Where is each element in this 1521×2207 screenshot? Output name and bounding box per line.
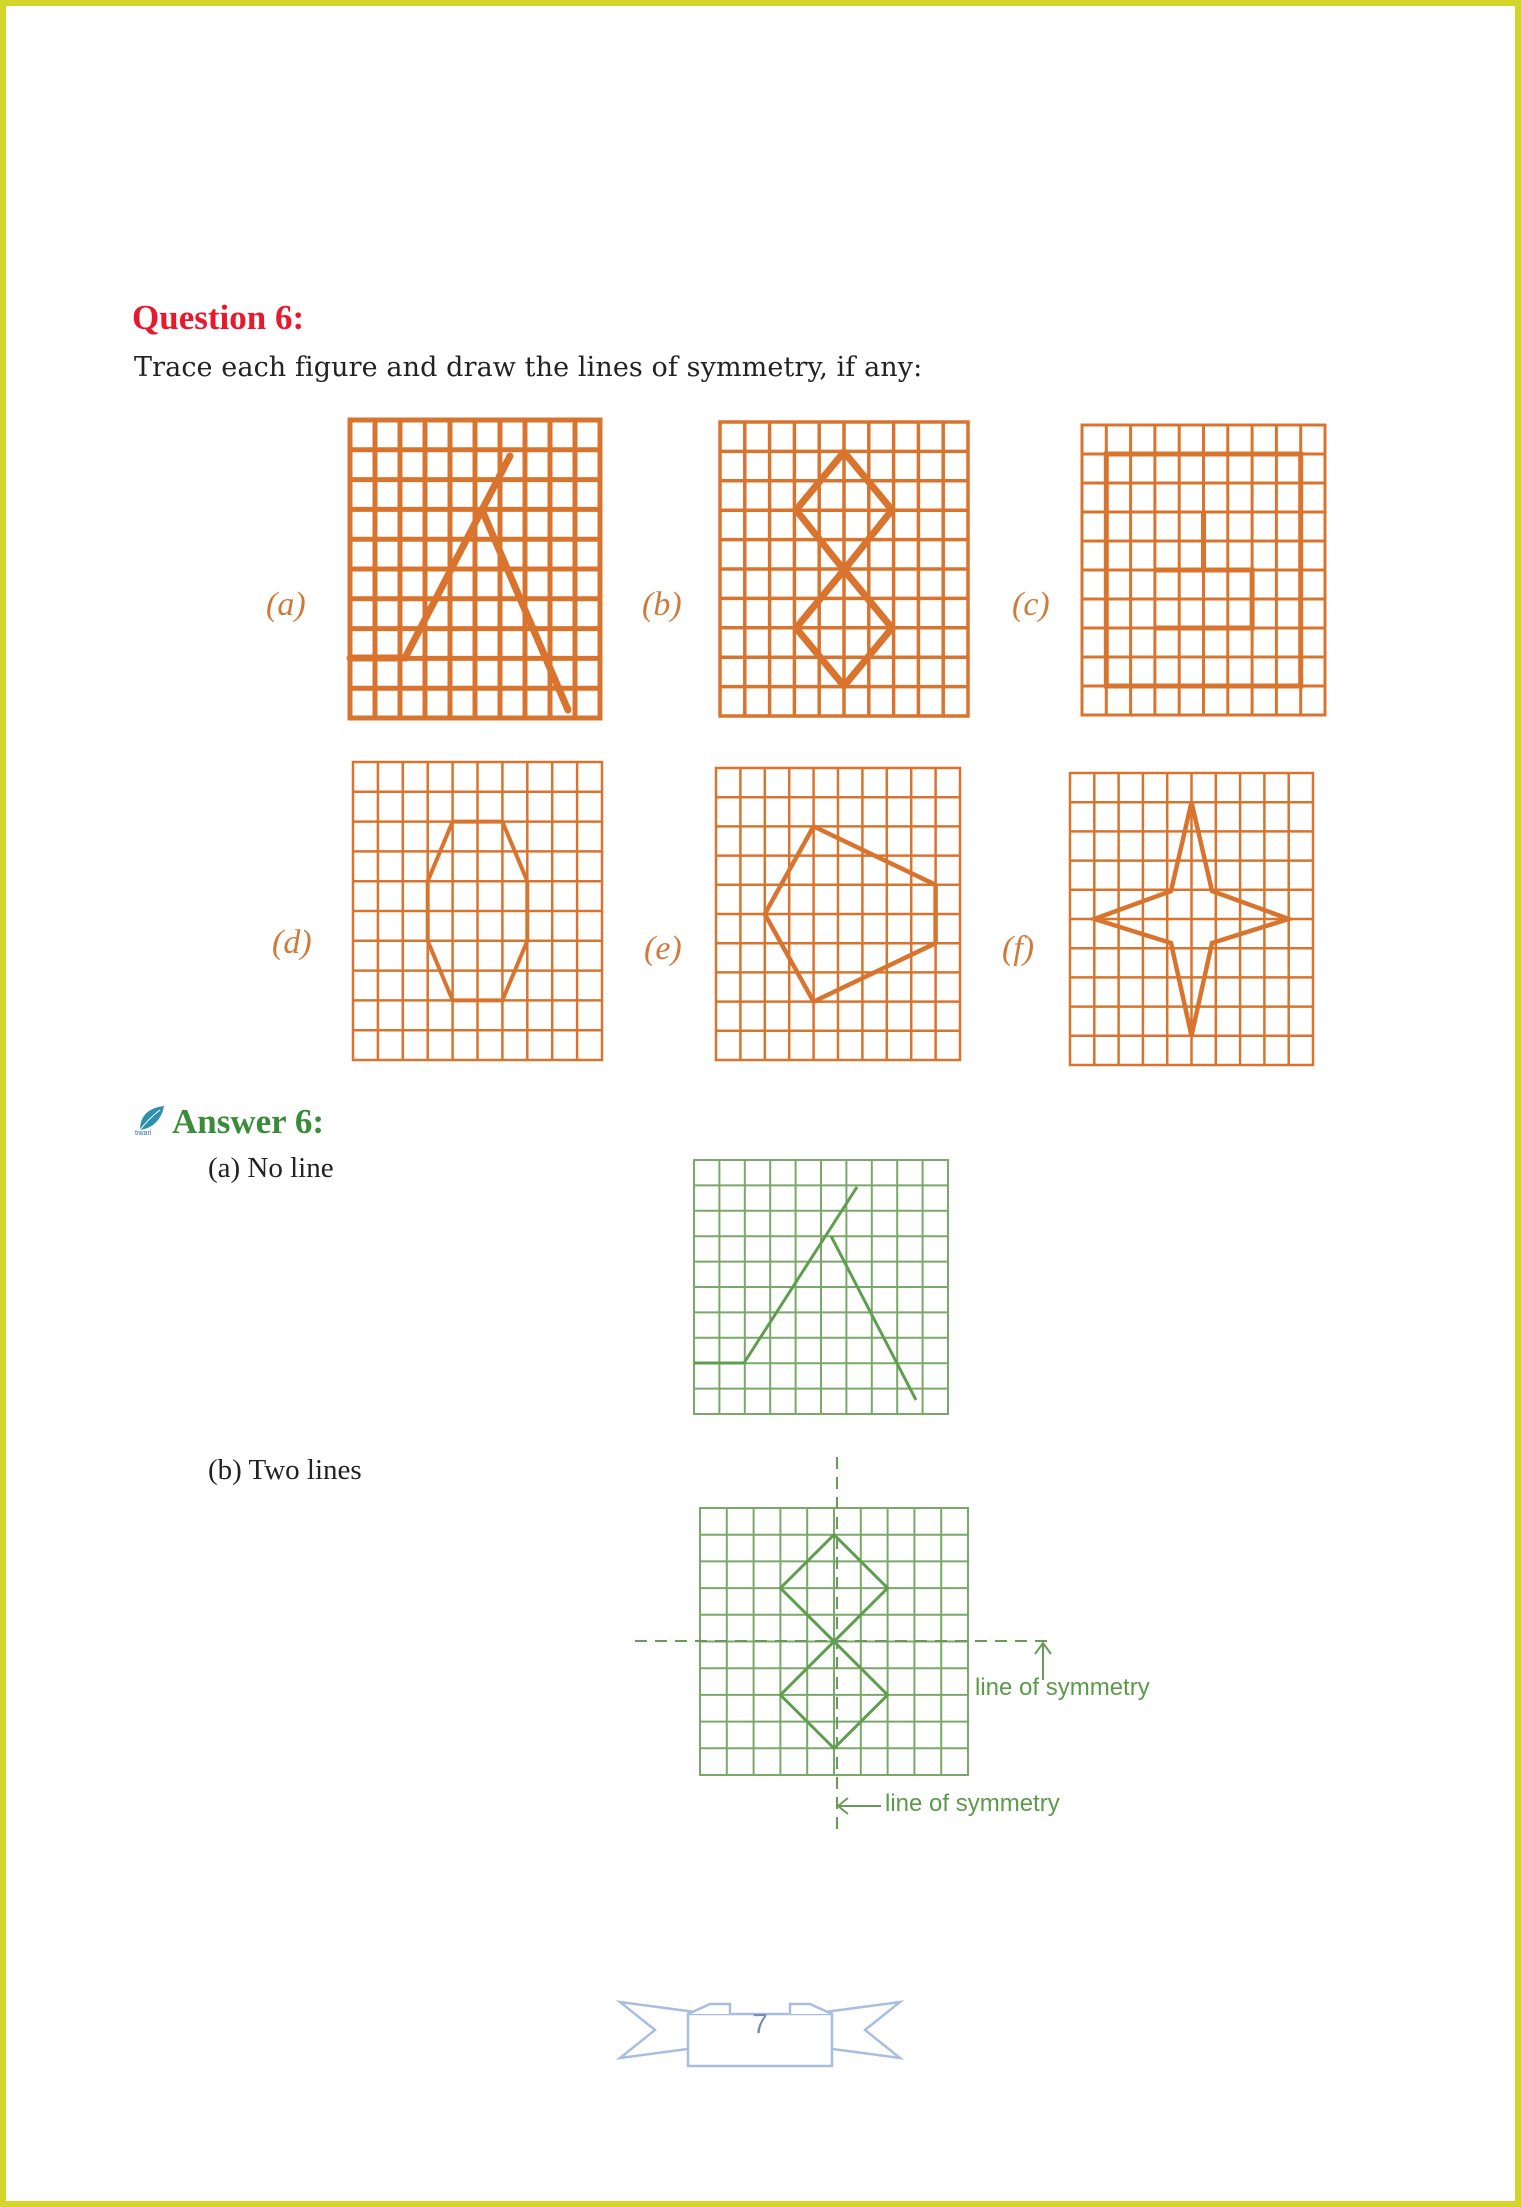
svg-text:tiwari: tiwari (135, 1130, 152, 1136)
answer-a-grid (694, 1160, 948, 1414)
answer-title: Answer 6: (172, 1102, 324, 1141)
figure-d-grid (353, 762, 602, 1060)
symmetry-annotation-vertical: line of symmetry (885, 1790, 1060, 1817)
arrow-left-icon (836, 1795, 881, 1817)
question-title: Question 6: (132, 298, 305, 337)
figure-label-d: (d) (272, 924, 312, 961)
page-number: 7 (752, 2008, 768, 2039)
page-number-ribbon (615, 1990, 905, 2070)
answer-part-a-label: (a) No line (208, 1152, 334, 1184)
figure-e-grid (716, 768, 960, 1060)
figure-b-grid (720, 422, 968, 716)
figure-label-a: (a) (266, 586, 306, 623)
figure-c-grid (1082, 425, 1325, 715)
answer-part-b-label: (b) Two lines (208, 1454, 362, 1486)
tiwari-logo-icon (134, 1104, 166, 1136)
figure-label-e: (e) (644, 930, 682, 967)
figure-label-f: (f) (1002, 930, 1035, 967)
figure-a-grid (350, 420, 600, 718)
question-text: Trace each figure and draw the lines of symmetry, if any: (134, 352, 923, 383)
figure-f-grid (1070, 773, 1313, 1065)
figure-label-c: (c) (1012, 586, 1050, 623)
symmetry-annotation-horizontal: line of symmetry (975, 1674, 1150, 1701)
symmetry-lines (630, 1455, 1060, 1835)
figure-label-b: (b) (642, 586, 682, 623)
